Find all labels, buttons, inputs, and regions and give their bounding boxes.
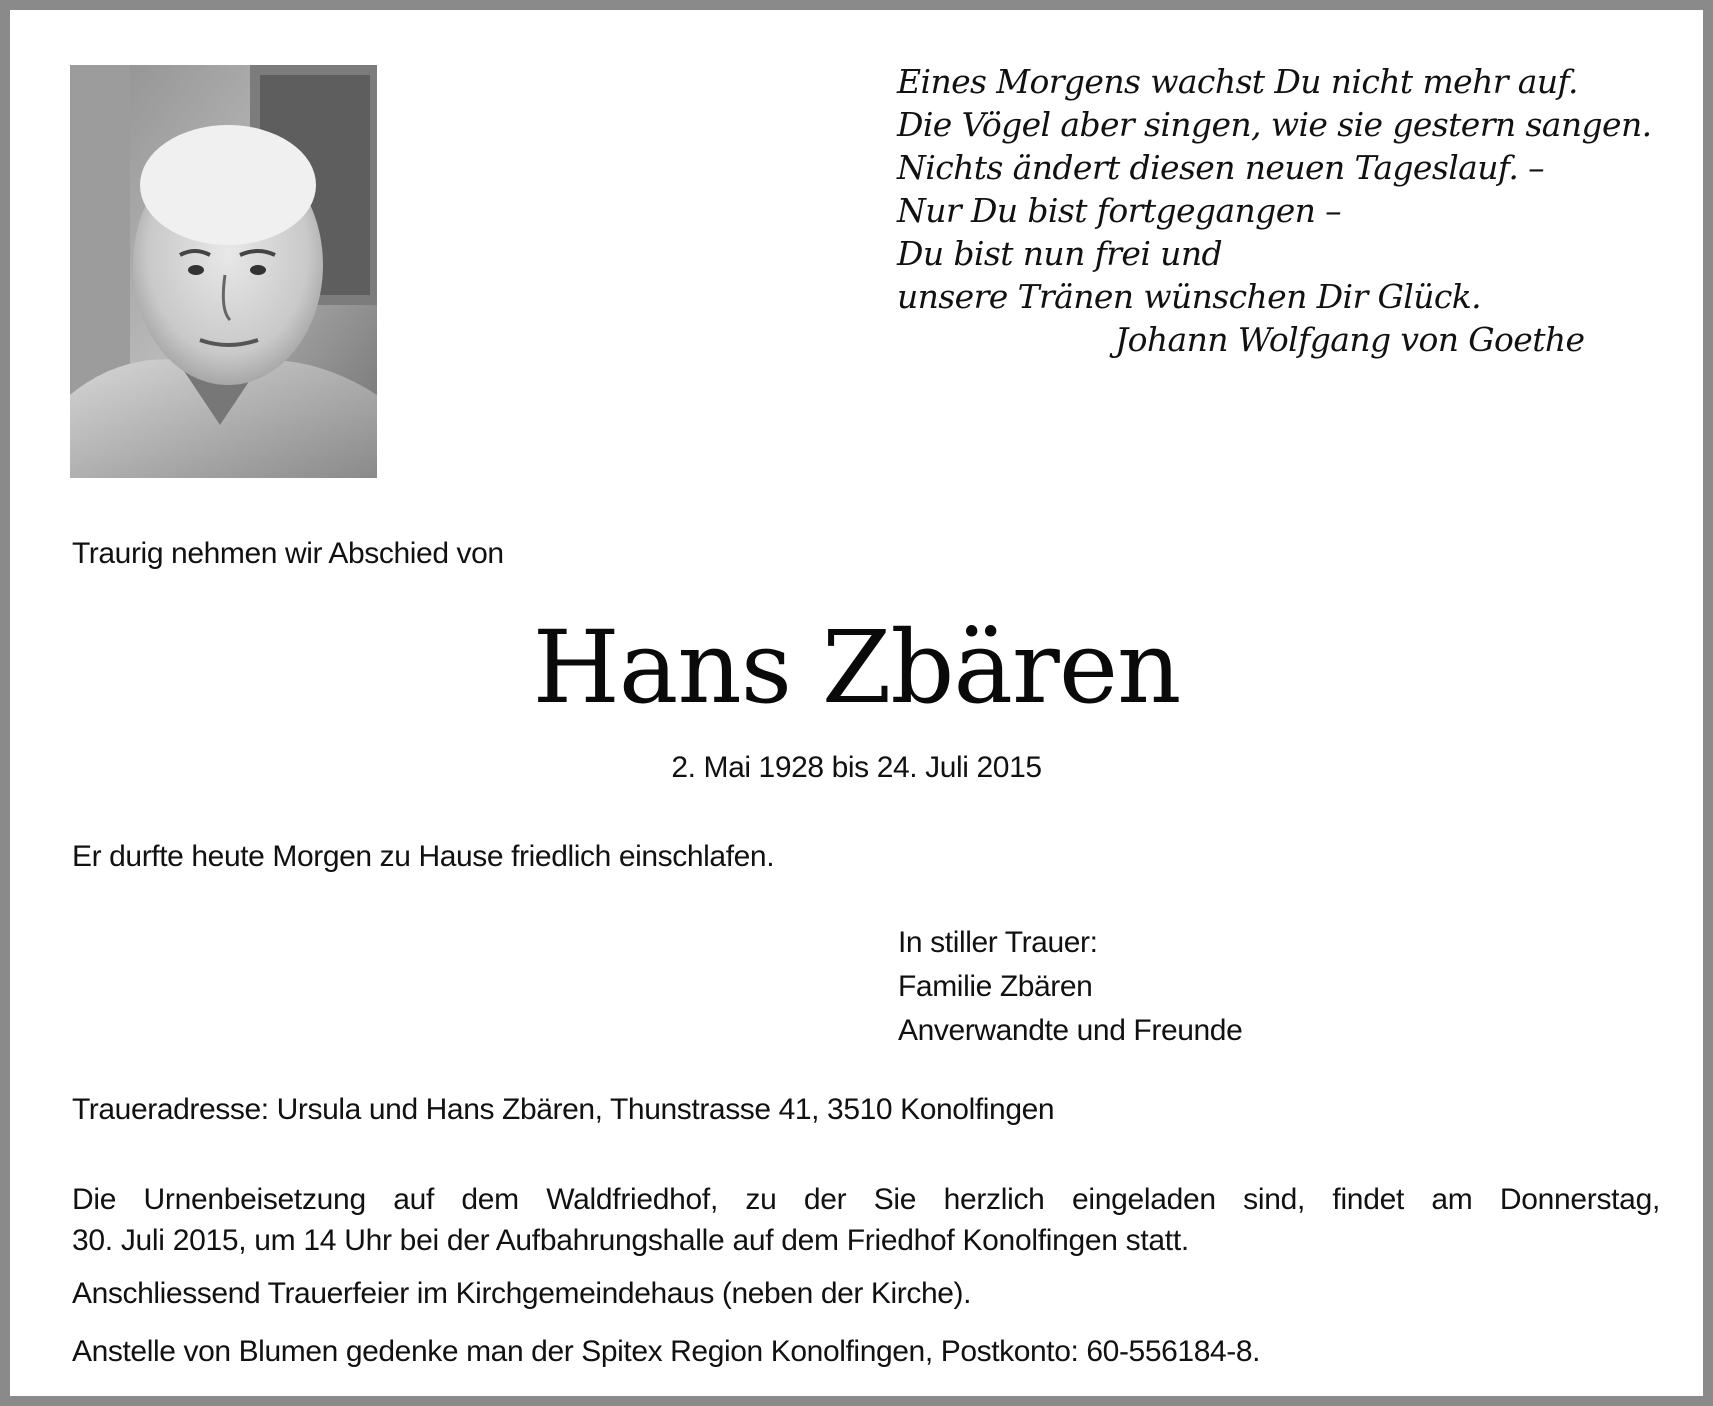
donation-note: Anstelle von Blumen gedenke man der Spitex Region Konolfingen, Postkonto: 60-556184-8.: [72, 1335, 1261, 1368]
mourners-heading: In stiller Trauer:: [898, 926, 1098, 959]
intro-text: Traurig nehmen wir Abschied von: [72, 537, 504, 570]
poem-line: Eines Morgens wachst Du nicht mehr auf.: [897, 62, 1578, 101]
memorial-service-note: Anschliessend Trauerfeier im Kirchgemeindehaus (neben der Kirche).: [72, 1277, 972, 1310]
life-dates: 2. Mai 1928 bis 24. Juli 2015: [671, 751, 1042, 784]
poem-line: Nichts ändert diesen neuen Tageslauf. –: [897, 148, 1544, 187]
poem: [897, 60, 1652, 361]
ceremony-line-1: Die Urnenbeisetzung auf dem Waldfriedhof, zu der Sie herzlich eingeladen sind, findet am Donnerstag,: [72, 1183, 1660, 1216]
deceased-name: Hans Zbären: [532, 609, 1181, 726]
ceremony-info: [72, 1179, 1660, 1261]
poem-line: unsere Tränen wünschen Dir Glück.: [897, 277, 1482, 316]
poem-line: Nur Du bist fortgegangen –: [897, 191, 1342, 230]
portrait-photo-icon: [70, 65, 377, 478]
portrait-illustration: [70, 65, 377, 478]
mourners-relatives: Anverwandte und Freunde: [898, 1014, 1243, 1047]
poem-line: Die Vögel aber singen, wie sie gestern sangen.: [897, 105, 1652, 144]
mourning-address: Traueradresse: Ursula und Hans Zbären, Thunstrasse 41, 3510 Konolfingen: [72, 1093, 1055, 1126]
ceremony-line-2: 30. Juli 2015, um 14 Uhr bei der Aufbahrungshalle auf dem Friedhof Konolfingen statt.: [72, 1224, 1189, 1257]
poem-author: Johann Wolfgang von Goethe: [1115, 320, 1585, 359]
mourners-family: Familie Zbären: [898, 970, 1093, 1003]
poem-line: Du bist nun frei und: [897, 234, 1223, 273]
death-note: Er durfte heute Morgen zu Hause friedlich einschlafen.: [72, 840, 775, 873]
mourners-block: [898, 921, 1242, 1053]
